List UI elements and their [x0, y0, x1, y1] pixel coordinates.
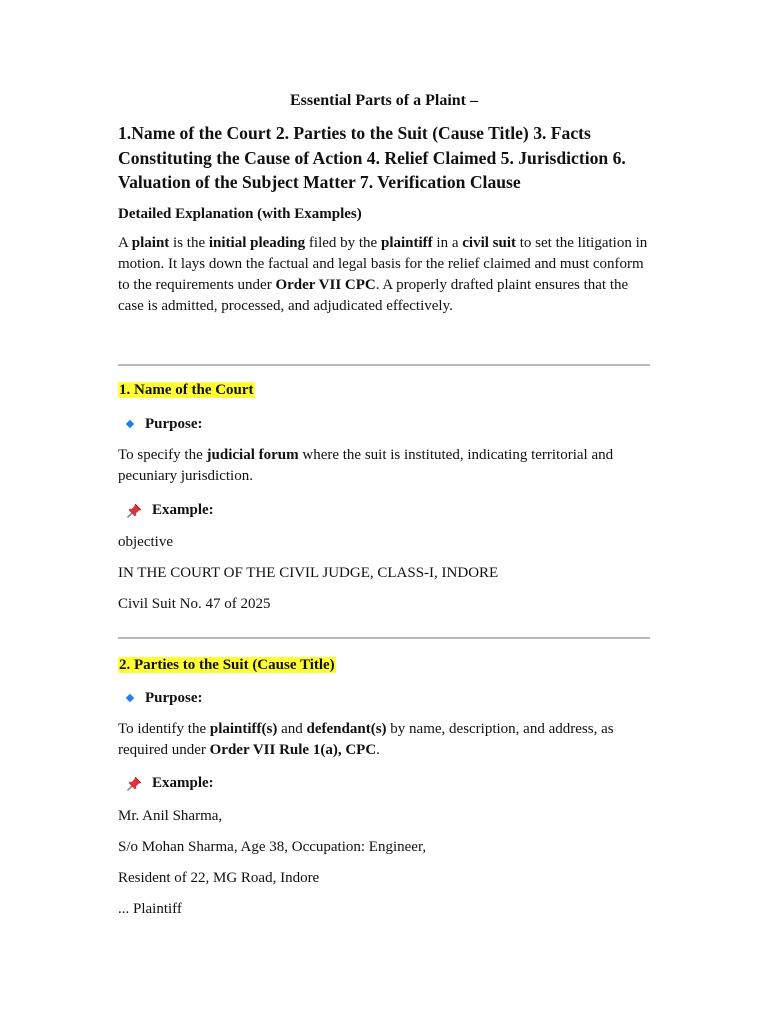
purpose-bold: defendant(s) — [306, 721, 387, 737]
highlighted-heading: 2. Parties to the Suit (Cause Title) — [119, 657, 335, 673]
section-2-example-label — [126, 773, 214, 793]
intro-text: to set the litigation in motion. It lays down the factual and legal basis for the relief claimed and must conform to the requirements under — [118, 235, 648, 293]
intro-text: A — [118, 235, 132, 251]
pushpin-icon — [126, 501, 144, 519]
section-1-purpose-text — [118, 445, 650, 487]
purpose-bold: judicial forum — [206, 447, 299, 463]
example-line: S/o Mohan Sharma, Age 38, Occupation: Engineer, — [118, 839, 427, 855]
example-line: Civil Suit No. 47 of 2025 — [118, 596, 271, 612]
section-2-purpose-label — [126, 688, 203, 708]
purpose-text: . — [376, 742, 380, 758]
example-line: ... Plaintiff — [118, 901, 182, 917]
blue-diamond-icon — [126, 694, 134, 702]
section-2-title — [118, 655, 336, 675]
intro-bold: initial pleading — [208, 235, 306, 251]
example-line: objective — [118, 534, 173, 550]
section-divider — [118, 637, 650, 639]
blue-diamond-icon — [126, 420, 134, 428]
section-1-purpose-label — [126, 414, 203, 434]
intro-text: filed by the — [305, 235, 381, 251]
example-line: Resident of 22, MG Road, Indore — [118, 870, 320, 886]
purpose-text: and — [277, 721, 307, 737]
purpose-label-text: Purpose: — [145, 416, 203, 432]
intro-bold: plaint — [131, 235, 170, 251]
intro-bold: plaintiff — [380, 235, 433, 251]
intro-paragraph — [118, 233, 650, 317]
purpose-bold: plaintiff(s) — [209, 721, 278, 737]
example-label-text: Example: — [152, 775, 214, 791]
section-2-purpose-text — [118, 719, 650, 761]
pushpin-icon — [126, 774, 144, 792]
purpose-bold: Order VII Rule 1(a), CPC — [209, 742, 377, 758]
purpose-text: where the suit is instituted, indicating territorial and pecuniary jurisdiction. — [118, 447, 614, 484]
purpose-text: To identify the — [118, 721, 210, 737]
intro-bold: Order VII CPC — [275, 277, 376, 293]
section-1-title — [118, 380, 255, 400]
example-line: IN THE COURT OF THE CIVIL JUDGE, CLASS-I, INDORE — [118, 565, 499, 581]
purpose-text: by name, description, and address, as required under — [118, 721, 614, 758]
example-line: Mr. Anil Sharma, — [118, 808, 223, 824]
intro-bold: civil suit — [462, 235, 517, 251]
intro-text: . A properly drafted plaint ensures that the case is admitted, processed, and adjudicated effectively. — [118, 277, 629, 314]
intro-text: is the — [169, 235, 209, 251]
example-label-text: Example: — [152, 502, 214, 518]
intro-text: in a — [432, 235, 463, 251]
section-1-example-label — [126, 500, 214, 520]
parts-list-heading: 1.Name of the Court 2. Parties to the Suit (Cause Title) 3. Facts Constituting the Cause of Action 4. Relief Claimed 5. Jurisdiction 6. Valuation of the Subject Matter 7. Verification Clause — [118, 123, 626, 192]
detailed-explanation-heading: Detailed Explanation (with Examples) — [118, 206, 362, 222]
document-title: Essential Parts of a Plaint – — [290, 92, 478, 109]
highlighted-heading: 1. Name of the Court — [119, 382, 254, 398]
purpose-label-text: Purpose: — [145, 690, 203, 706]
purpose-text: To specify the — [118, 447, 207, 463]
section-divider — [118, 364, 650, 366]
